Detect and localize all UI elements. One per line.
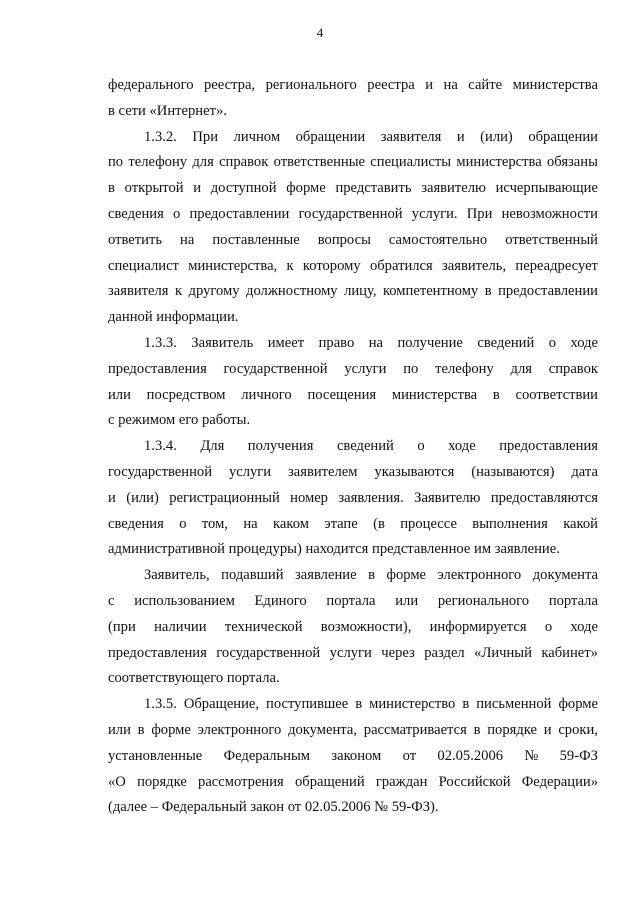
word: справок <box>548 360 598 377</box>
word: ответственные <box>273 154 365 171</box>
word: государственной <box>108 463 213 480</box>
word: реестра <box>367 77 415 93</box>
word: какой <box>563 515 598 532</box>
word: и <box>425 77 434 93</box>
word: должностному <box>246 283 338 300</box>
text-line <box>108 202 598 228</box>
text-line <box>108 150 598 176</box>
text-line <box>108 641 598 667</box>
word: услуги <box>228 463 272 480</box>
word: использованием <box>134 592 235 609</box>
word: в <box>137 721 145 738</box>
word: министерства <box>456 154 542 171</box>
word: реестра, <box>204 77 256 93</box>
text-line <box>108 279 598 305</box>
word: наличии <box>154 618 207 635</box>
text-line: в сети «Интернет». <box>108 102 227 119</box>
word: Заявителю <box>414 489 481 506</box>
text-line: (далее – Федеральный закон от 02.05.2006 № 59-ФЗ). <box>108 799 439 816</box>
word: 02.05.2006 <box>437 747 504 764</box>
word: (называются) <box>471 463 555 480</box>
paragraph-1-3-3 <box>108 331 598 434</box>
word: федерального <box>108 77 194 93</box>
word: услуги <box>344 360 387 377</box>
word: этапе <box>324 515 358 532</box>
word: заявления. <box>338 489 404 506</box>
word: в <box>462 696 470 713</box>
word: портала <box>548 592 598 609</box>
word: Для <box>200 438 225 455</box>
word: предоставления <box>499 438 598 455</box>
word: форме <box>151 721 191 738</box>
text-line <box>108 125 598 151</box>
word: ходе <box>570 334 598 351</box>
word: и <box>456 128 465 145</box>
word: информируется <box>429 618 527 635</box>
word: рассматривается <box>363 721 467 738</box>
word: документа, <box>288 721 357 738</box>
text-line <box>108 357 598 383</box>
word: обратился <box>369 257 433 274</box>
text-line <box>108 331 598 357</box>
word: по <box>108 154 124 171</box>
text-line <box>108 460 598 486</box>
word: сведений <box>477 334 535 351</box>
text-line <box>108 615 598 641</box>
word: законом <box>331 747 382 764</box>
text-line <box>108 718 598 744</box>
word: Федерации» <box>521 773 598 790</box>
word: выполнения <box>472 515 548 532</box>
word: Заявитель, <box>144 567 210 584</box>
text-line <box>108 254 598 280</box>
word: 1.3.4. <box>144 438 177 455</box>
word: открытой <box>124 180 184 197</box>
paragraph-continuation <box>108 73 598 125</box>
word: телефону <box>128 154 188 171</box>
word: министерства <box>391 386 478 403</box>
word: заявителя <box>108 283 169 300</box>
word: документа <box>532 567 598 584</box>
word: министерства <box>512 77 598 93</box>
paragraph-1-3-5 <box>108 692 598 821</box>
page-number: 4 <box>316 25 324 40</box>
word: сведения <box>108 515 164 532</box>
word: Обращение, <box>183 696 260 713</box>
word: сроки, <box>558 721 598 738</box>
word: справок <box>219 154 269 171</box>
word: в <box>492 386 500 403</box>
word: письменной <box>476 696 552 713</box>
word: личного <box>241 386 292 403</box>
word: для <box>510 360 532 377</box>
word: на <box>243 515 258 532</box>
word: порядке <box>487 721 537 738</box>
word: в <box>368 567 375 584</box>
word: сведений <box>336 438 394 455</box>
word: получение <box>397 334 463 351</box>
word: посещения <box>307 386 377 403</box>
word: ходе <box>570 618 598 635</box>
text-line <box>108 512 598 538</box>
word: на <box>443 77 458 93</box>
word: форме <box>286 180 326 197</box>
word: лицу, <box>344 283 377 300</box>
word: граждан <box>375 773 428 790</box>
word: имеет <box>267 334 305 351</box>
word: 1.3.2. <box>144 128 177 145</box>
word: переадресует <box>515 257 598 274</box>
word: обязаны <box>546 154 598 171</box>
word: рассмотрения <box>198 773 284 790</box>
word: на <box>368 334 384 351</box>
text-line: данной информации. <box>108 309 239 326</box>
word: заявителя <box>380 128 442 145</box>
word: возможности), <box>320 618 412 635</box>
word: или <box>395 592 419 609</box>
word: соответствии <box>515 386 598 403</box>
document-body <box>108 73 598 821</box>
word: регистрационный <box>169 489 280 506</box>
word: для <box>192 154 214 171</box>
word: компетентному <box>382 283 479 300</box>
text-line: с режимом его работы. <box>108 412 251 429</box>
word: от <box>402 747 417 764</box>
word: через <box>381 644 415 661</box>
word: подавший <box>221 567 284 584</box>
word: о <box>548 334 557 351</box>
word: личном <box>233 128 281 145</box>
text-line <box>108 770 598 796</box>
text-line: административной процедуры) находится представленное им заявление. <box>108 541 560 558</box>
word: в <box>108 180 115 197</box>
word: (или) <box>126 489 159 506</box>
word: на <box>180 231 195 248</box>
word: исчерпывающие <box>495 180 598 197</box>
word: 59-ФЗ <box>559 747 598 764</box>
word: поступившее <box>266 696 349 713</box>
text-line <box>108 176 598 202</box>
word: порядке <box>137 773 187 790</box>
word: каком <box>273 515 309 532</box>
paragraph-1-3-2 <box>108 125 598 331</box>
word: предоставляются <box>490 489 598 506</box>
text-line <box>108 383 598 409</box>
word: номер <box>290 489 328 506</box>
word: вопросы <box>317 231 371 248</box>
word: технической <box>224 618 303 635</box>
word: государственной <box>216 644 321 661</box>
word: или <box>108 721 131 738</box>
word: заявитель, <box>442 257 507 274</box>
word: форме <box>386 567 427 584</box>
word: в <box>484 283 492 300</box>
word: указываются <box>374 463 455 480</box>
paragraph-electronic <box>108 563 598 692</box>
word: том, <box>201 515 228 532</box>
word: установленные <box>108 747 203 764</box>
word: ответить <box>108 231 162 248</box>
text-line <box>108 73 598 99</box>
text-line <box>108 228 598 254</box>
word: При <box>192 128 219 145</box>
word: 1.3.3. <box>144 334 177 351</box>
text-line <box>108 692 598 718</box>
word: специалист <box>108 257 179 274</box>
text-line <box>108 744 598 770</box>
word: в <box>355 696 363 713</box>
word: ходе <box>448 438 476 455</box>
word: (в <box>373 515 385 532</box>
word: о <box>179 515 187 532</box>
word: процессе <box>400 515 457 532</box>
word: Федеральным <box>223 747 311 764</box>
word: доступной <box>210 180 277 197</box>
word: с <box>108 592 115 609</box>
word: 1.3.5. <box>144 696 177 713</box>
word: № <box>524 747 539 764</box>
word: услуги <box>329 644 372 661</box>
word: о <box>417 438 425 455</box>
word: предоставления <box>108 644 207 661</box>
word: в <box>473 721 481 738</box>
word: и <box>193 180 202 197</box>
word: (или) <box>480 128 513 145</box>
word: (при <box>108 618 136 635</box>
word: невозможности <box>501 205 598 222</box>
word: Единого <box>254 592 307 609</box>
word: раздел <box>424 644 465 661</box>
word: заявителю <box>421 180 486 197</box>
text-line: соответствующего портала. <box>108 670 280 687</box>
word: получения <box>247 438 314 455</box>
word: При <box>466 205 493 222</box>
text-line <box>108 589 598 615</box>
word: заявителем <box>288 463 358 480</box>
word: Российской <box>438 773 511 790</box>
word: обращении <box>295 128 366 145</box>
word: кабинет» <box>541 644 598 661</box>
word: о <box>173 205 181 222</box>
word: дата <box>571 463 598 480</box>
word: электронного <box>437 567 522 584</box>
word: услуги. <box>411 205 458 222</box>
word: поставленные <box>212 231 300 248</box>
word: обращении <box>528 128 598 145</box>
word: регионального <box>437 592 530 609</box>
word: сайте <box>468 77 503 93</box>
word: специалисты <box>370 154 452 171</box>
word: ответственный <box>505 231 598 248</box>
text-line <box>108 434 598 460</box>
text-line <box>108 486 598 512</box>
word: сведения <box>108 205 164 222</box>
word: представить <box>335 180 412 197</box>
word: право <box>318 334 355 351</box>
word: и <box>108 489 116 506</box>
word: телефону <box>435 360 494 377</box>
word: государственной <box>223 360 328 377</box>
word: по <box>403 360 419 377</box>
word: «Личный <box>474 644 532 661</box>
paragraph-1-3-4 <box>108 434 598 563</box>
word: которому <box>302 257 361 274</box>
word: форме <box>558 696 598 713</box>
word: предоставлении <box>189 205 290 222</box>
word: Заявитель <box>191 334 254 351</box>
word: предоставления <box>108 360 207 377</box>
word: к <box>286 257 294 274</box>
word: министерства, <box>188 257 278 274</box>
word: обращений <box>294 773 365 790</box>
word: регионального <box>265 77 357 93</box>
word: предоставлении <box>498 283 598 300</box>
word: и <box>543 721 552 738</box>
word: посредством <box>146 386 226 403</box>
word: министерство <box>369 696 456 713</box>
word: портала <box>326 592 376 609</box>
word: самостоятельно <box>388 231 488 248</box>
word: заявление <box>295 567 357 584</box>
word: или <box>108 386 131 403</box>
text-line <box>108 563 598 589</box>
word: «О <box>108 773 126 790</box>
word: к <box>174 283 183 300</box>
word: другому <box>188 283 240 300</box>
word: о <box>544 618 553 635</box>
word: государственной <box>298 205 403 222</box>
word: электронного <box>197 721 282 738</box>
